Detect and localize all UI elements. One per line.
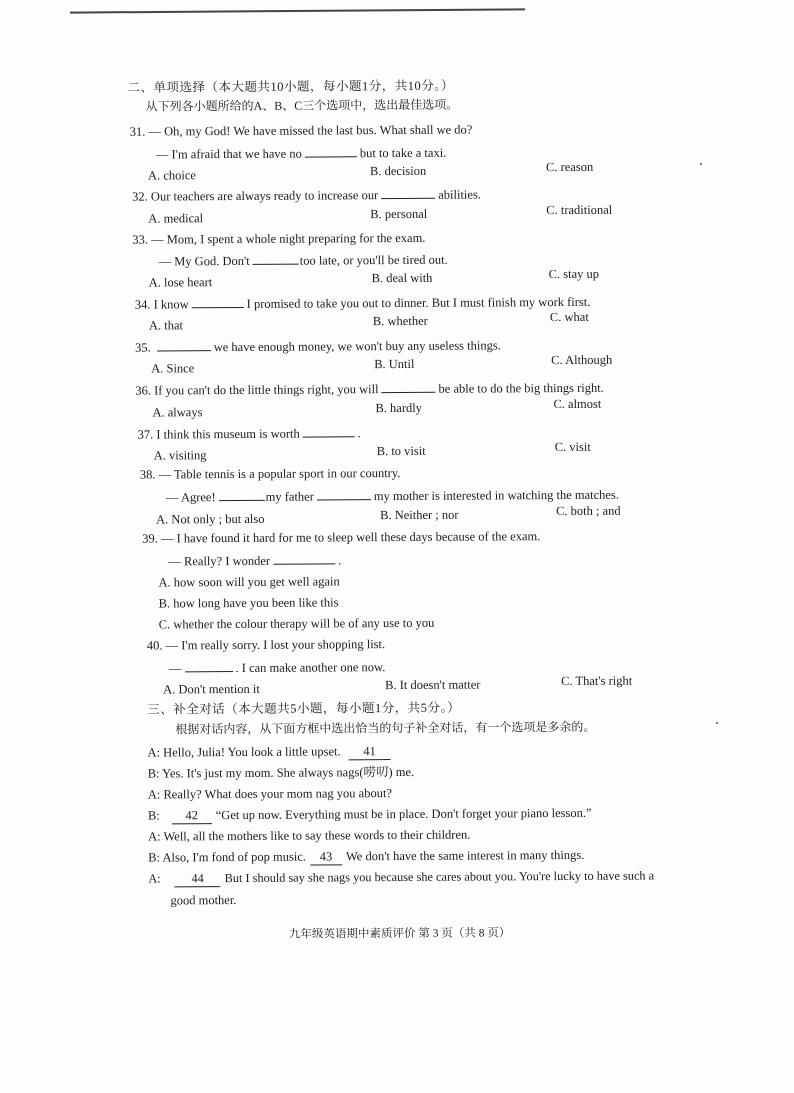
blank-43: 43 — [310, 848, 342, 865]
blank-44: 44 — [175, 870, 221, 887]
q33-reply — [158, 251, 447, 270]
q39-option-a: A. how soon will you get well again — [158, 574, 340, 590]
q37-blank — [303, 424, 355, 437]
q38-option-b: B. Neither ; nor — [380, 507, 459, 523]
q38-reply-start: — Agree! — [165, 490, 216, 505]
section-2-title: 二、单项选择（本大题共10小题，每小题1分，共10分。） — [127, 78, 455, 95]
q35-option-a: A. Since — [151, 361, 195, 376]
dialog-line-4 — [148, 805, 592, 825]
q36-blank — [381, 380, 435, 393]
q39-reply-end: . — [338, 553, 342, 568]
q32-option-a: A. medical — [148, 211, 204, 226]
q35-stem-start: 35. — [135, 340, 151, 355]
q37-option-b: B. to visit — [376, 443, 426, 459]
q39-option-b: B. how long have you been like this — [158, 595, 339, 611]
q34-stem — [135, 293, 591, 313]
q39-option-c: C. whether the colour therapy will be of any use to you — [158, 615, 435, 632]
q38-reply-middle: my father — [265, 489, 314, 504]
dialog-line-2: B: Yes. It's just my mom. She always nags(唠叨) me. — [147, 764, 415, 781]
q37-stem-start: 37. I think this museum is worth — [137, 426, 300, 442]
dialog-line-4-text: “Get up now. Everything must be in place. Don't forget your piano lesson.” — [215, 805, 592, 823]
dialog-line-4-speaker: B: — [147, 808, 160, 823]
q31-stem: 31. — Oh, my God! We have missed the last bus. What shall we do? — [129, 122, 473, 139]
q34-option-a: A. that — [148, 318, 184, 333]
q40-reply-end: . I can make another one now. — [235, 660, 386, 676]
q36-stem — [135, 379, 604, 399]
q31-blank — [305, 144, 357, 157]
page-footer: 九年级英语期中素质评价 第 3 页（共 8 页） — [288, 927, 511, 941]
q39-reply-start: — Really? I wonder — [168, 553, 271, 569]
q36-option-b: B. hardly — [375, 400, 423, 416]
dialog-line-3: A: Really? What does your mom nag you about? — [147, 786, 393, 802]
q40-reply-start: — — [168, 661, 182, 676]
q34-stem-start: 34. I know — [134, 297, 189, 312]
q39-blank — [273, 551, 335, 564]
dialog-line-7-text: But I should say she nags you because she cares about you. You're lucky to have such a — [224, 868, 655, 886]
q34-option-c: C. what — [549, 309, 589, 325]
q33-option-b: B. deal with — [371, 270, 433, 286]
section-3-title: 三、补全对话（本大题共5小题，每小题1分，共5分。） — [147, 700, 461, 717]
q37-option-a: A. visiting — [153, 448, 207, 463]
q31-reply-end: but to take a taxi. — [359, 145, 447, 161]
q40-stem: 40. — I'm really sorry. I lost your shopping list. — [146, 637, 386, 653]
q37-stem-end: . — [357, 426, 361, 441]
q36-stem-start: 36. If you can't do the little things right, you will — [135, 382, 379, 398]
q38-blank-1 — [219, 488, 265, 501]
dialog-line-6-start: B: Also, I'm fond of pop music. — [148, 849, 307, 865]
q33-option-c: C. stay up — [548, 266, 600, 282]
dialog-line-1 — [147, 743, 394, 762]
q36-option-a: A. always — [152, 405, 203, 420]
dialog-line-5: A: Well, all the mothers like to say these words to their children. — [148, 827, 471, 844]
q39-stem: 39. — I have found it hard for me to sleep well these days because of the exam. — [142, 529, 541, 546]
dialog-line-7 — [148, 867, 654, 887]
q34-option-b: B. whether — [372, 313, 428, 329]
q33-blank — [253, 252, 299, 265]
dialog-line-7-speaker: A: — [148, 871, 161, 886]
q40-option-c: C. That's right — [561, 673, 633, 689]
q32-stem-start: 32. Our teachers are always ready to increase our — [132, 188, 379, 204]
q40-reply — [169, 658, 385, 676]
q33-reply-start: — My God. Don't — [158, 253, 250, 269]
dialog-line-7-continued: good mother. — [170, 893, 237, 908]
q37-stem — [138, 424, 361, 442]
q31-reply — [156, 144, 446, 163]
q38-stem: 38. — Table tennis is a popular sport in our country. — [139, 465, 401, 482]
q39-reply — [168, 551, 341, 569]
q40-option-a: A. Don't mention it — [163, 681, 260, 697]
section-2-instruction: 从下列各小题所给的A、B、C三个选项中，选出最佳选项。 — [145, 97, 459, 114]
q38-blank-2 — [317, 487, 371, 500]
q33-stem: 33. — Mom, I spent a whole night preparing for the exam. — [132, 230, 426, 247]
section-3-instruction: 根据对话内容，从下面方框中选出恰当的句子补全对话，有一个选项是多余的。 — [175, 719, 596, 737]
q38-reply — [166, 486, 619, 506]
q38-option-c: C. both ; and — [556, 503, 621, 519]
q36-stem-end: be able to do the big things right. — [438, 380, 604, 396]
dialog-line-6 — [148, 847, 584, 867]
scan-speck — [716, 722, 718, 724]
dialog-line-1-text: A: Hello, Julia! You look a little upset. — [147, 744, 341, 760]
q31-option-c: C. reason — [545, 159, 594, 175]
q38-reply-end: my mother is interested in watching the matches. — [373, 487, 619, 504]
q37-option-c: C. visit — [554, 439, 591, 455]
q34-blank — [192, 295, 244, 308]
q38-option-a: A. Not only ; but also — [156, 511, 265, 527]
q40-option-b: B. It doesn't matter — [385, 677, 481, 693]
scan-speck — [700, 163, 702, 165]
q33-reply-end: too late, or you'll be tired out. — [299, 252, 448, 268]
q40-blank — [184, 659, 232, 672]
q36-option-c: C. almost — [553, 396, 602, 412]
q35-option-b: B. Until — [374, 356, 415, 372]
q34-stem-end: I promised to take you out to dinner. But I must finish my work first. — [246, 294, 591, 311]
q35-stem — [135, 336, 501, 355]
q32-option-b: B. personal — [370, 206, 428, 222]
q31-option-a: A. choice — [147, 168, 196, 183]
blank-42: 42 — [172, 807, 212, 824]
dialog-line-6-end: We don't have the same interest in many things. — [345, 847, 585, 864]
q32-stem-end: abilities. — [438, 187, 481, 202]
q33-option-a: A. lose heart — [148, 275, 213, 290]
q31-option-b: B. decision — [369, 163, 427, 179]
q31-reply-start: — I'm afraid that we have no — [155, 146, 302, 162]
blank-41: 41 — [349, 743, 391, 760]
q35-option-c: C. Although — [551, 352, 613, 368]
q35-blank — [157, 338, 211, 351]
q35-stem-end: we have enough money, we won't buy any useless things. — [213, 338, 501, 355]
q32-stem — [132, 186, 481, 205]
q32-blank — [381, 186, 435, 199]
q32-option-c: C. traditional — [546, 202, 613, 218]
